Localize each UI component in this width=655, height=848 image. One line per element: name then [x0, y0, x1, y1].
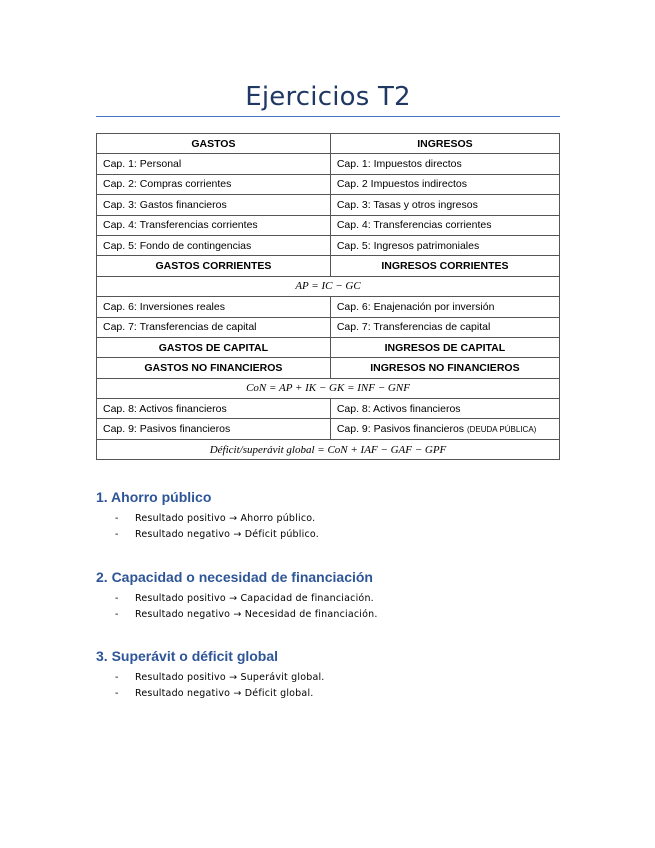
table-row — [97, 317, 560, 337]
ingresos-corrientes-label: INGRESOS CORRIENTES — [330, 256, 559, 276]
dash-bullet: - — [115, 672, 119, 683]
ingresos-capital-label: INGRESOS DE CAPITAL — [330, 337, 559, 357]
section-heading: 3. Superávit o déficit global — [96, 648, 279, 664]
dash-bullet: - — [115, 688, 119, 699]
dash-bullet: - — [115, 529, 119, 540]
bullet-list — [96, 670, 596, 702]
dash-bullet: - — [115, 593, 119, 604]
section-capacidad-financiacion — [96, 569, 596, 623]
table-row — [97, 235, 560, 255]
formula-deficit-global: Déficit/superávit global = CoN + IAF − GAF − GPF — [97, 439, 560, 459]
ingresos-cell: Cap. 5: Ingresos patrimoniales — [330, 235, 559, 255]
bullet-list — [96, 511, 596, 543]
list-item-text: Resultado negativo → Déficit global. — [135, 688, 314, 699]
list-item — [96, 670, 596, 686]
ingresos-cell: Cap. 6: Enajenación por inversión — [330, 297, 559, 317]
table-row — [97, 215, 560, 235]
table-row — [97, 195, 560, 215]
list-item-text: Resultado positivo → Superávit global. — [135, 672, 325, 683]
header-ingresos: INGRESOS — [330, 134, 559, 154]
ingresos-cell: Cap. 3: Tasas y otros ingresos — [330, 195, 559, 215]
gastos-cell: Cap. 4: Transferencias corrientes — [97, 215, 331, 235]
deuda-publica-note: (DEUDA PÚBLICA) — [466, 425, 537, 435]
list-item-text: Resultado positivo → Capacidad de financiación. — [135, 593, 374, 604]
section-ahorro-publico — [96, 489, 596, 543]
table-row — [97, 399, 560, 419]
gastos-cell: Cap. 1: Personal — [97, 154, 331, 174]
gastos-cell: Cap. 7: Transferencias de capital — [97, 317, 331, 337]
list-item — [96, 591, 596, 607]
list-item — [96, 607, 596, 623]
subtotal-row-no-financieros — [97, 358, 560, 378]
ingresos-cell: Cap. 4: Transferencias corrientes — [330, 215, 559, 235]
gastos-cell: Cap. 6: Inversiones reales — [97, 297, 331, 317]
table-row — [97, 174, 560, 194]
list-item — [96, 511, 596, 527]
dash-bullet: - — [115, 609, 119, 620]
gastos-corrientes-label: GASTOS CORRIENTES — [97, 256, 331, 276]
formula-row-ahorro — [97, 276, 560, 296]
table-row — [97, 297, 560, 317]
gastos-capital-label: GASTOS DE CAPITAL — [97, 337, 331, 357]
page-title: Ejercicios T2 — [245, 82, 411, 112]
gastos-cell: Cap. 8: Activos financieros — [97, 399, 331, 419]
section-heading: 1. Ahorro público — [96, 489, 212, 505]
list-item — [96, 686, 596, 702]
header-gastos: GASTOS — [97, 134, 331, 154]
section-superavit-global — [96, 648, 596, 702]
table-row — [97, 154, 560, 174]
gastos-cell: Cap. 2: Compras corrientes — [97, 174, 331, 194]
ingresos-cell-text: Cap. 9: Pasivos financieros — [336, 423, 465, 436]
ingresos-cell: Cap. 1: Impuestos directos — [330, 154, 559, 174]
ingresos-cell: Cap. 8: Activos financieros — [330, 399, 559, 419]
title-underline — [96, 116, 560, 117]
formula-row-capacidad — [97, 378, 560, 398]
subtotal-row-capital — [97, 337, 560, 357]
ingresos-no-financieros-label: INGRESOS NO FINANCIEROS — [330, 358, 559, 378]
section-heading: 2. Capacidad o necesidad de financiación — [96, 569, 373, 585]
table-header-row — [97, 134, 560, 154]
subtotal-row-corrientes — [97, 256, 560, 276]
list-item-text: Resultado positivo → Ahorro público. — [135, 513, 316, 524]
formula-ahorro-publico: AP = IC − GC — [97, 276, 560, 296]
gastos-no-financieros-label: GASTOS NO FINANCIEROS — [97, 358, 331, 378]
formula-capacidad-financiacion: CoN = AP + IK − GK = INF − GNF — [97, 378, 560, 398]
gastos-cell: Cap. 3: Gastos financieros — [97, 195, 331, 215]
dash-bullet: - — [115, 513, 119, 524]
list-item — [96, 527, 596, 543]
bullet-list — [96, 591, 596, 623]
list-item-text: Resultado negativo → Déficit público. — [135, 529, 319, 540]
ingresos-cell: Cap. 2 Impuestos indirectos — [330, 174, 559, 194]
gastos-cell: Cap. 9: Pasivos financieros — [97, 419, 331, 439]
table-row — [97, 419, 560, 439]
ingresos-cell: Cap. 7: Transferencias de capital — [330, 317, 559, 337]
gastos-cell: Cap. 5: Fondo de contingencias — [97, 235, 331, 255]
ingresos-cell — [330, 419, 559, 439]
formula-row-global — [97, 439, 560, 459]
budget-table — [96, 133, 560, 460]
list-item-text: Resultado negativo → Necesidad de financiación. — [135, 609, 378, 620]
